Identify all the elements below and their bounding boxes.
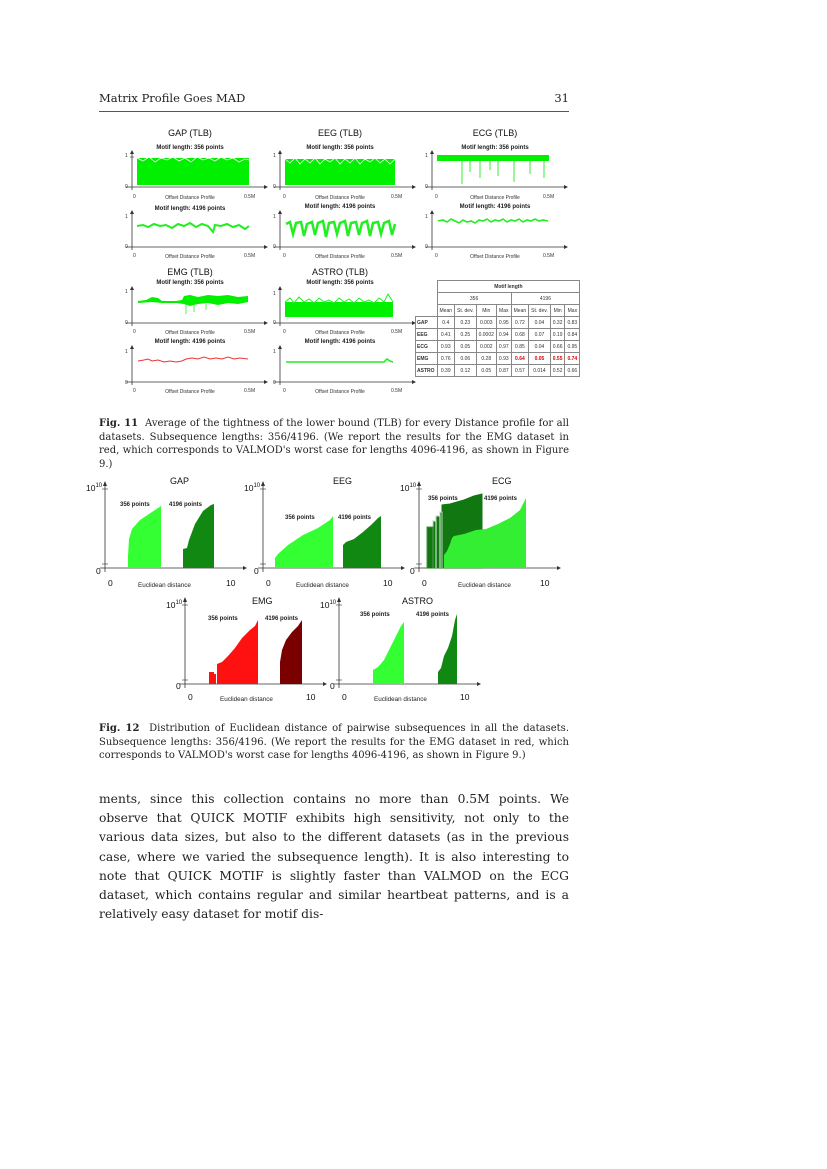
- cell-highlight: 0.05: [529, 353, 551, 365]
- fig12-gap-label-356: 356 points: [120, 502, 150, 508]
- fig11-caption-label: Fig. 11: [99, 418, 139, 429]
- fig11-emg-top-xlabel: Offset Distance Profile: [165, 330, 215, 336]
- cell: 0.93: [437, 341, 455, 353]
- running-title: Matrix Profile Goes MAD: [99, 91, 246, 105]
- fig12-ecg-xlabel: Euclidean distance: [458, 582, 511, 589]
- cell: 0.39: [437, 365, 455, 377]
- cell: 0.95: [565, 341, 580, 353]
- fig12-caption: [99, 722, 569, 763]
- cell: 0.04: [529, 341, 551, 353]
- row-header: ASTRO: [416, 365, 438, 377]
- fig12-astro-label-356: 356 points: [360, 612, 390, 618]
- fig12-astro-plot: [334, 600, 479, 695]
- fig12-caption-text: Distribution of Euclidean distance of pairwise subsequences in all the datasets. Subsequence lengths: 356/4196. (We report the results for the EMG dataset in red, which corresponds to VALMOD's worst case for lengths 4096-4196, as shown in Figure 9.): [99, 723, 569, 761]
- cell: 0.32: [550, 317, 565, 329]
- fig11-ecg-top-xlabel: Offset Distance Profile: [470, 195, 520, 201]
- cell: 0.003: [476, 317, 496, 329]
- fig12-ecg-label-4196: 4196 points: [484, 496, 518, 502]
- fig11-caption: [99, 417, 569, 471]
- fig11-gap-title: GAP (TLB): [168, 128, 212, 138]
- tlb-table: [415, 280, 580, 377]
- col-header: Mean: [437, 305, 455, 317]
- cell: 0.66: [565, 365, 580, 377]
- running-header: [99, 91, 569, 112]
- col-header: St. dev.: [529, 305, 551, 317]
- fig11-eeg-title: EEG (TLB): [317, 128, 362, 138]
- fig12-astro-xlabel: Euclidean distance: [374, 696, 427, 703]
- fig11-gap-bottom-xlabel: Offset Distance Profile: [165, 254, 215, 260]
- fig11-ecg-top-plot: [418, 150, 568, 200]
- fig12-ecg-plot: [414, 484, 559, 579]
- cell: 0.66: [550, 341, 565, 353]
- cell: 0.85: [511, 341, 529, 353]
- fig11-gap-top-plot: [118, 150, 268, 200]
- fig12-gap-xlabel: Euclidean distance: [138, 582, 191, 589]
- cell-highlight: 0.74: [565, 353, 580, 365]
- fig12-emg-plot: [180, 600, 325, 695]
- cell: 0.05: [476, 365, 496, 377]
- fig12-emg-title: EMG: [252, 596, 273, 606]
- row-header: ECG: [416, 341, 438, 353]
- table-row: [416, 317, 580, 329]
- row-header: GAP: [416, 317, 438, 329]
- fig12-emg-label-356: 356 points: [208, 616, 238, 622]
- cell: 0.12: [455, 365, 477, 377]
- fig12-ecg-title: ECG: [492, 476, 512, 486]
- fig11-caption-text: Average of the tightness of the lower bound (TLB) for every Distance profile for all datasets. Subsequence lengths: 356/4196. (We report the results for the EMG dataset in red, which corresponds to VALMOD's worst case for lengths 4096-4196, as shown in Figure 9.): [99, 418, 570, 470]
- fig12-gap-label-4196: 4196 points: [169, 502, 203, 508]
- table-group-4196: 4196: [511, 293, 580, 305]
- fig11-gap-top-xlabel: Offset Distance Profile: [165, 195, 215, 201]
- row-header: EEG: [416, 329, 438, 341]
- cell: 0.68: [511, 329, 529, 341]
- col-header: Min: [476, 305, 496, 317]
- table-group-356: 356: [437, 293, 511, 305]
- fig11-ecg-top-label: Motif length: 356 points: [461, 145, 529, 151]
- cell: 0.83: [565, 317, 580, 329]
- fig12-astro-label-4196: 4196 points: [416, 612, 450, 618]
- cell: 0.0002: [476, 329, 496, 341]
- cell: 0.94: [496, 329, 511, 341]
- fig12-eeg-title: EEG: [333, 476, 353, 486]
- cell: 0.4: [437, 317, 455, 329]
- cell: 0.19: [550, 329, 565, 341]
- cell: 0.28: [476, 353, 496, 365]
- fig12-emg-xlabel: Euclidean distance: [220, 696, 273, 703]
- cell: 0.41: [437, 329, 455, 341]
- fig12-gap-plot: [100, 484, 245, 579]
- fig11-astro-bottom-label: Motif length: 4196 points: [304, 339, 376, 345]
- cell: 0.72: [511, 317, 529, 329]
- fig11-emg-bottom-xlabel: Offset Distance Profile: [165, 389, 215, 395]
- table-row: [416, 341, 580, 353]
- fig11-emg-title: EMG (TLB): [167, 267, 213, 277]
- cell: 0.87: [496, 365, 511, 377]
- cell: 0.25: [455, 329, 477, 341]
- cell: 0.52: [550, 365, 565, 377]
- fig11-eeg-bottom-label: Motif length: 4196 points: [304, 204, 376, 210]
- cell-highlight: 0.55: [550, 353, 565, 365]
- row-header: EMG: [416, 353, 438, 365]
- cell: 0.95: [496, 317, 511, 329]
- cell: 0.07: [529, 329, 551, 341]
- col-header: Max: [496, 305, 511, 317]
- col-header: Mean: [511, 305, 529, 317]
- fig11-eeg-top-plot: [266, 150, 416, 200]
- col-header: Min: [550, 305, 565, 317]
- fig12-eeg-label-356: 356 points: [285, 515, 315, 521]
- table-row: [416, 353, 580, 365]
- cell: 0.05: [455, 341, 477, 353]
- fig12-astro-title: ASTRO: [402, 596, 434, 606]
- fig12-eeg-label-4196: 4196 points: [338, 515, 372, 521]
- cell: 0.97: [496, 341, 511, 353]
- fig11-astro-title: ASTRO (TLB): [311, 267, 368, 277]
- table-row: [416, 365, 580, 377]
- fig11-eeg-bottom-xlabel: Offset Distance Profile: [315, 254, 365, 260]
- fig11-gap-top-label: Motif length: 356 points: [156, 145, 224, 151]
- fig12-eeg-xlabel: Euclidean distance: [296, 582, 349, 589]
- cell: 0.06: [455, 353, 477, 365]
- fig11-astro-top-label: Motif length: 356 points: [306, 280, 374, 286]
- fig11-astro-bottom-xlabel: Offset Distance Profile: [315, 389, 365, 395]
- table-title: Motif length: [437, 281, 580, 293]
- cell: 0.002: [476, 341, 496, 353]
- fig12-ecg-label-356: 356 points: [428, 496, 458, 502]
- cell: 0.93: [496, 353, 511, 365]
- fig11-emg-bottom-label: Motif length: 4196 points: [154, 339, 226, 345]
- fig11-eeg-top-xlabel: Offset Distance Profile: [315, 195, 365, 201]
- fig12-emg-label-4196: 4196 points: [265, 616, 299, 622]
- cell-highlight: 0.64: [511, 353, 529, 365]
- fig12-caption-label: Fig. 12: [99, 723, 140, 734]
- cell: 0.23: [455, 317, 477, 329]
- cell: 0.57: [511, 365, 529, 377]
- cell: 0.014: [529, 365, 551, 377]
- page-number: 31: [554, 91, 569, 105]
- fig12-eeg-plot: [258, 484, 403, 579]
- cell: 0.84: [565, 329, 580, 341]
- fig11-ecg-title: ECG (TLB): [472, 128, 518, 138]
- cell: 0.04: [529, 317, 551, 329]
- fig11-emg-top-label: Motif length: 356 points: [156, 280, 224, 286]
- fig11-eeg-top-label: Motif length: 356 points: [306, 145, 374, 151]
- col-header: Max: [565, 305, 580, 317]
- fig12-gap-title: GAP: [170, 476, 190, 486]
- table-row: [416, 329, 580, 341]
- fig11-ecg-bottom-xlabel: Offset Distance Profile: [470, 254, 520, 260]
- fig11-ecg-bottom-label: Motif length: 4196 points: [459, 204, 531, 210]
- col-header: St. dev.: [455, 305, 477, 317]
- fig11-astro-top-xlabel: Offset Distance Profile: [315, 330, 365, 336]
- body-paragraph: ments, since this collection contains no more than 0.5M points. We observe that QUICK MOTIF exhibits high sensitivity, not only to the various data sizes, but also to the different datasets (as in the previous case, where we varied the subsequence length). It is also interesting to note that QUICK MOTIF is slightly faster than VALMOD on the ECG dataset, which contains regular and similar heartbeat patterns, and is a relatively easy dataset for motif dis-: [99, 792, 569, 922]
- cell: 0.76: [437, 353, 455, 365]
- fig11-gap-bottom-label: Motif length: 4196 points: [154, 206, 226, 212]
